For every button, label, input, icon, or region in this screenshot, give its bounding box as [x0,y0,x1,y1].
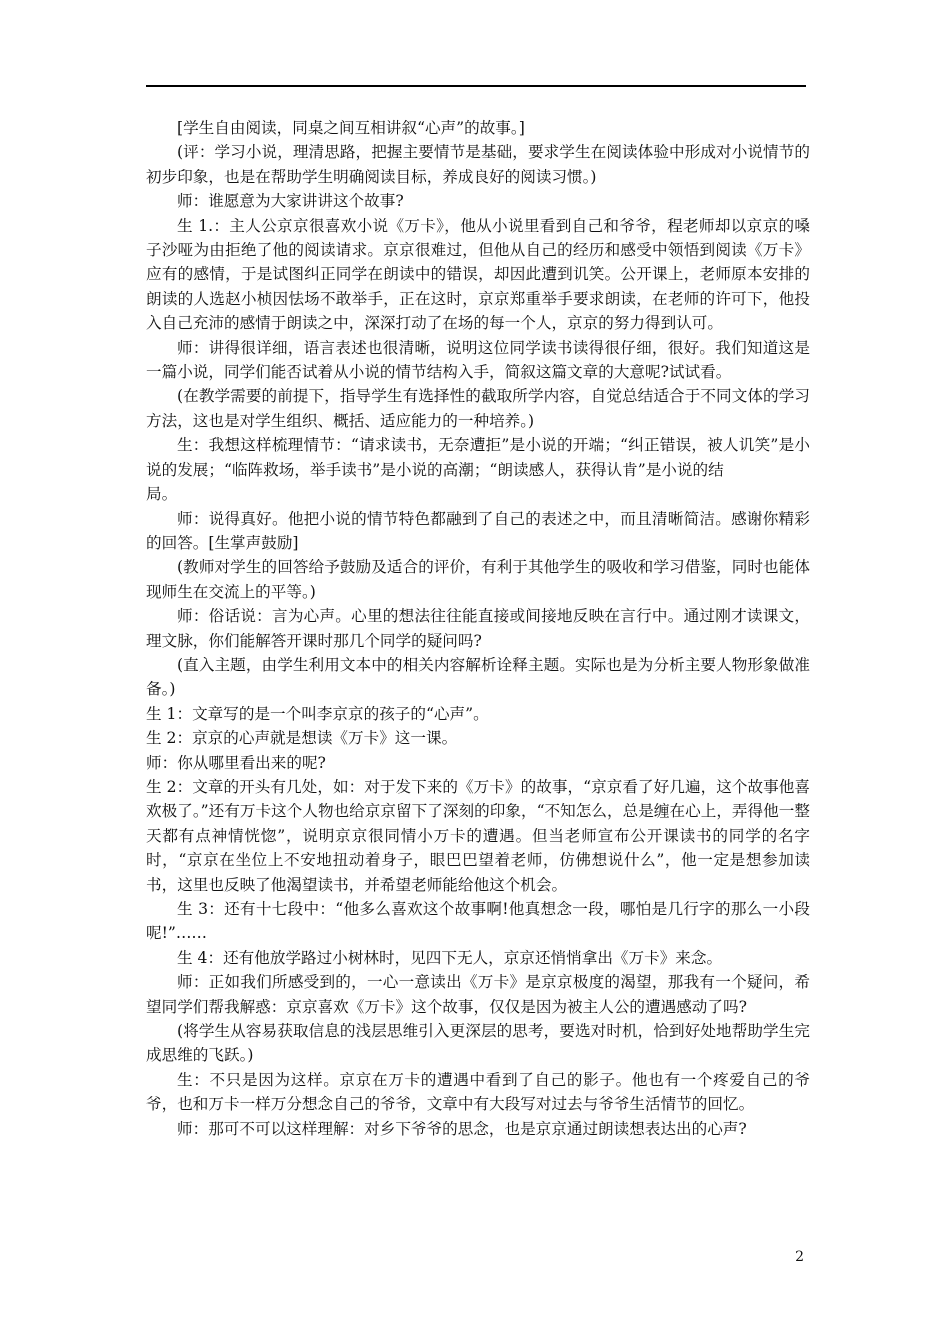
paragraph: (评：学习小说，理清思路，把握主要情节是基础，要求学生在阅读体验中形成对小说情节的初步印象，也是在帮助学生明确阅读目标，养成良好的阅读习惯。) [146,143,810,186]
paragraph: 生 2：京京的心声就是想读《万卡》这一课。 [146,729,458,748]
paragraph: (教师对学生的回答给予鼓励及适合的评价，有利于其他学生的吸收和学习借鉴，同时也能体现师生在交流上的平等。) [146,558,810,601]
paragraph: 师：说得真好。他把小说的情节特色都融到了自己的表述之中，而且清晰简洁。感谢你精彩的回答。[生掌声鼓励] [146,509,810,552]
paragraph: 生：我想这样梳理情节：“请求读书，无奈遭拒”是小说的开端；“纠正错误，被人讥笑”是小说的发展；“临阵救场，举手读书”是小说的高潮；“朗读感人，获得认肯”是小说的结 [146,436,810,479]
paragraph: (将学生从容易获取信息的浅层思维引入更深层的思考，要选对时机，恰到好处地帮助学生完成思维的飞跃。) [146,1022,810,1065]
paragraph: (在教学需要的前提下，指导学生有选择性的截取所学内容，自觉总结适合于不同文体的学习方法，这也是对学生组织、概括、适应能力的一种培养。) [146,387,810,430]
paragraph: 生 4：还有他放学路过小树林时，见四下无人，京京还悄悄拿出《万卡》来念。 [177,948,723,967]
paragraph: 师：正如我们所感受到的，一心一意读出《万卡》是京京极度的渴望，那我有一个疑问，希望同学们帮我解惑：京京喜欢《万卡》这个故事，仅仅是因为被主人公的遭遇感动了吗? [146,973,810,1016]
paragraph: 局。 [146,485,178,504]
header-rule [146,85,806,87]
paragraph: 师：那可不可以这样理解：对乡下爷爷的思念，也是京京通过朗读想表达出的心声? [177,1119,747,1138]
paragraph: 生 3：还有十七段中：“他多么喜欢这个故事啊!他真想念一段，哪怕是几行字的那么一小段呢!”…… [146,900,810,943]
paragraph: 生：不只是因为这样。京京在万卡的遭遇中看到了自己的影子。他也有一个疼爱自己的爷爷，也和万卡一样万分想念自己的爷爷，文章中有大段写对过去与爷爷生活情节的回忆。 [146,1070,810,1114]
paragraph: 生 1：文章写的是一个叫李京京的孩子的“心声”。 [146,704,489,723]
paragraph: [学生自由阅读，同桌之间互相讲叙“心声”的故事。] [177,119,525,137]
page-number: 2 [795,1249,804,1265]
paragraph: 师：你从哪里看出来的呢? [146,753,326,772]
paragraph: 师：讲得很详细，语言表述也很清晰，说明这位同学读书读得很仔细，很好。我们知道这是一篇小说，同学们能否试着从小说的情节结构入手，简叙这篇文章的大意呢?试试看。 [146,338,810,382]
body-text [146,116,810,1141]
paragraph: 生 2：文章的开头有几处，如：对于发下来的《万卡》的故事，“京京看了好几遍，这个故事他喜欢极了。”还有万卡这个人物也给京京留下了深刻的印象，“不知怎么，总是缠在心上，弄得他一整天都有点神情恍惚”，说明京京很同情小万卡的遭遇。但当老师宣布公开课读书的同学的名字时，“京京在坐位上不安地扭动着身子，眼巴巴望着老师，仿佛想说什么”，他一定是想参加读书，这里也反映了他渴望读书，并希望老师能给他这个机会。 [146,777,810,894]
paragraph: 师：谁愿意为大家讲讲这个故事? [177,192,404,211]
paragraph: (直入主题，由学生利用文本中的相关内容解析诠释主题。实际也是为分析主要人物形象做准备。) [146,655,810,699]
paragraph: 师：俗话说：言为心声。心里的想法往往能直接或间接地反映在言行中。通过刚才读课文，理文脉，你们能解答开课时那几个同学的疑问吗? [146,607,810,650]
paragraph: 生 1.：主人公京京很喜欢小说《万卡》，他从小说里看到自己和爷爷，程老师却以京京的嗓子沙哑为由拒绝了他的阅读请求。京京很难过，但他从自己的经历和感受中领悟到阅读《万卡》应有的感情，于是试图纠正同学在朗读中的错误，却因此遭到讥笑。公开课上，老师原本安排的朗读的人选赵小桢因怯场不敢举手，正在这时，京京郑重举手要求朗读，在老师的许可下，他投入自己充沛的感情于朗读之中，深深打动了在场的每一个人，京京的努力得到认可。 [146,216,810,333]
